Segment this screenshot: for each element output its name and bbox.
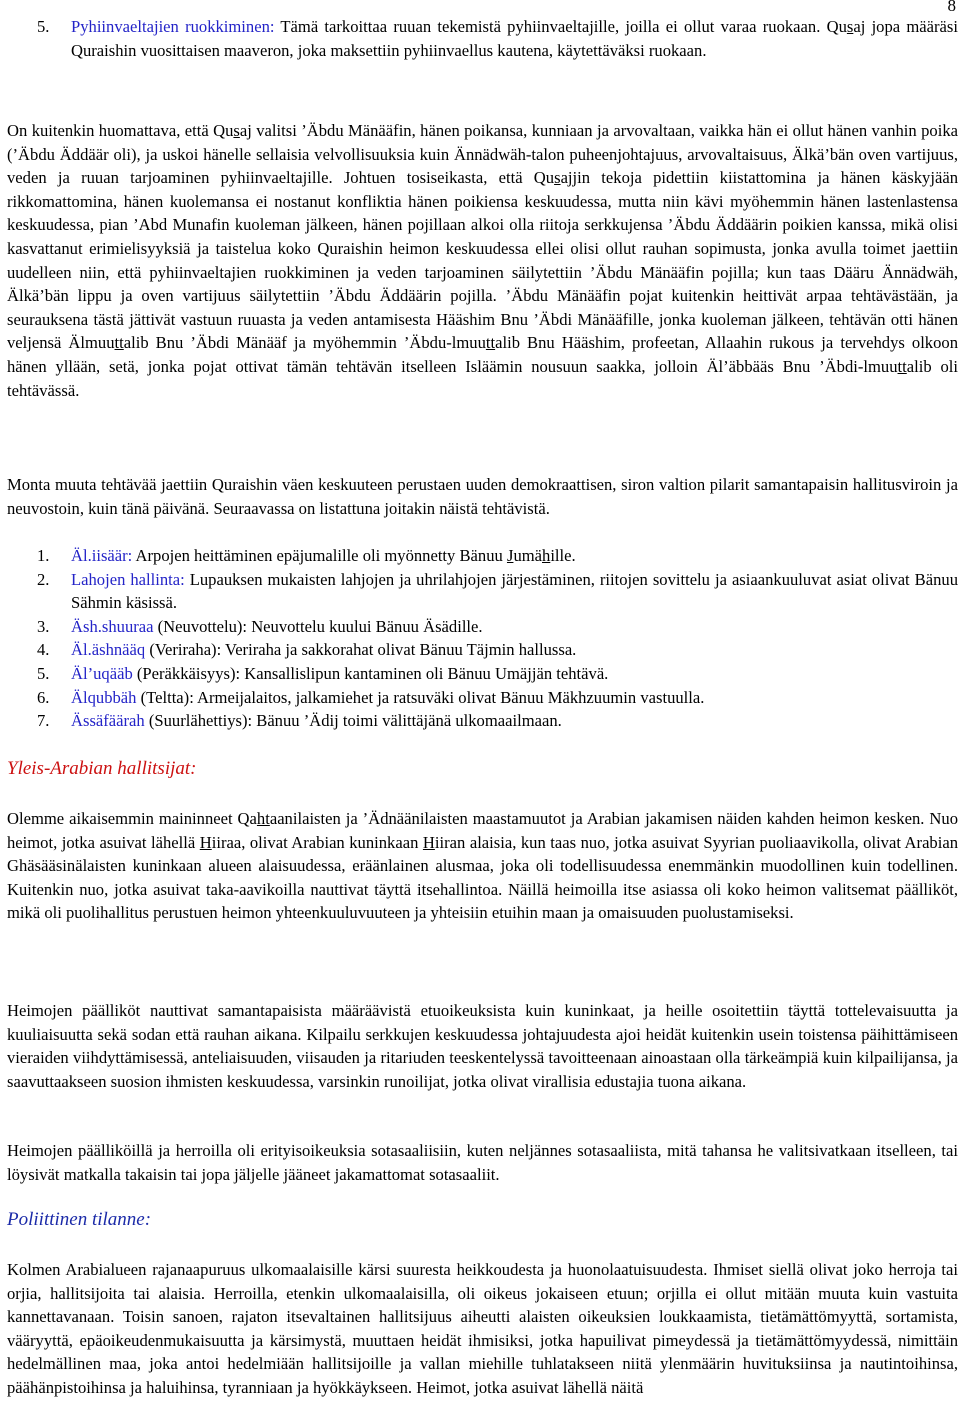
paragraph-political: Kolmen Arabialueen rajanaapuruus ulkomaalaisille kärsi suuresta heikkoudesta ja huonolaatuisuudesta. Ihmiset siellä olivat joko herroja tai orjia, hallitsijoita tai alaisia. Herroilla, etenkin ulkomaalaisilla, oli oikeus jokaiseen etuun; orjilla ei ollut mitään muuta kuin vastuita kannettavanaan. Toisin sanoen, rajaton itsevaltainen hallitsijuus aiheutti alaisten oikeuksien loukkaamista, tietämättömyyttä, sortamista, vääryyttä, epäoikeudenmukaisuutta ja kärsimystä, muuttaen heidät ihmisiksi, jotka hapuilivat pimeydessä ja tietämättömyydessä, nimittäin hedelmällinen maa, joka antoi hedelmiään hallitsijoille ja vallan miehille tuhlatakseen niitä ylenmäärin huvituksiinsa ja nautintoihinsa, päähänpistoihinsa ja haluihinsa, tyranniaan ja hyökkäykseen. Heimot, jotka asuivat lähellä näitä [7, 1260, 958, 1397]
list-text-underlined: s [846, 17, 854, 36]
paragraph-tribes: Olemme aikaisemmin maininneet Qahtaanilaisten ja ’Ädnäänilaisten maastamuutot ja Arabian jakamisen näiden kahden heimon kesken. Nuo heimot, jotka asuivat lähellä Hiiraa, olivat Arabian kuninkaan Hiiran alaisia, kun taas nuo, jotka asuivat Syyrian puoliaavikolla, olivat Arabian Ghäsääsinälaisten kuninkaan alueen alaisuudessa, eräänlainen alusmaa, joka oli todellisuudessa enemmänkin muodollinen kuin todellinen. Kuitenkin nuo, jotka asuivat taka-aavikoilla nauttivat täyttä itsehallintoa. Näillä heimoilla itse asiassa oli koko heimon valitsemat päälliköt, mikä oli puolihallitus perustuen heimon yhteenkuuluvuuteen ja yhteisiin etuihin maan ja omaisuuden puolustamiseksi. [7, 809, 958, 923]
page-number: 8 [947, 0, 956, 15]
section-heading: Yleis-Arabian hallitsijat: [7, 758, 197, 779]
list-item: 7. Ässäfäärah (Suurlähettiys): Bänuu ’Ädij toimi välittäjänä ulkomaailmaan. [37, 711, 562, 731]
duties-list [7, 544, 958, 733]
list-item: 5. Äl’uqääb (Peräkkäisyys): Kansallislipun kantaminen oli Bänuu Umäjjän tehtävä. [37, 663, 609, 683]
list-item: 6. Älqubbäh (Teltta): Armeijalaitos, jalkamiehet ja ratsuväki olivat Bänuu Mäkhzuumin vastuulla. [37, 687, 705, 707]
list-number: 5. [37, 17, 50, 36]
list-item: 3. Äsh.shuuraa (Neuvottelu): Neuvottelu kuului Bänuu Äsädille. [37, 616, 483, 636]
list-item: 1. Äl.iisäär: Arpojen heittäminen epäjumalille oli myönnetty Bänuu Jumähille. [37, 546, 576, 565]
list-item: 2. Lahojen hallinta: Lupauksen mukaisten lahjojen ja uhrilahjojen järjestäminen, riitojen sovittelu ja asiaankuuluvat asiat olivat Bänuu Sähmin käsissä. [37, 569, 958, 613]
section-heading: Poliittinen tilanne: [7, 1209, 152, 1230]
paragraph-spoils: Heimojen päälliköillä ja herroilla oli erityisoikeuksia sotasaaliisiin, kuten neljännes sotasaaliista, mitä tahansa he valitsivatkaan itselleen, tai löysivät matkalla takaisin tai jopa jäljelle jääneet jakamattomat sotasaaliit. [7, 1141, 958, 1184]
paragraph-qusaj: On kuitenkin huomattava, että Qusaj valitsi ’Äbdu Mänääfin, hänen poikansa, kunniaan ja arvovaltaan, vaikka hän ei ollut hänen vanhin poika (’Äbdu Äddäär oli), ja uskoi hänelle sellaisia velvollisuuksia kuin Ännädwäh-talon puheenjohtajuus, arvovaltaisuus, Älkä’bän oven vartijuus, veden ja ruuan tarjoaminen pyhiinvaeltajille. Johtuen tosiseikasta, että Qusajjin tekoja pidettiin kiistattomina ja hänen käskyjään rikkomattomina, hänen kuolemansa ei nostanut konfliktia hänen poikiensa keskuudessa, mutta niin kävi myöhemmin hänen lastenlastensa keskuudessa, pian ’Abd Munafin kuoleman jälkeen, hänen pojillaan alkoi olla riitoja serkkujensa ’Äbdu Äddäärin poikien kanssa, mikä olisi kasvattanut erimielisyyksiä ja taistelua koko Quraishin heimon keskuudessa ellei olisi ollut rauhan sopimusta, jonka avulla toimet jaettiin uudelleen niin, että pyhiinvaeltajien ruokkiminen ja veden tarjoaminen säilytettiin ’Äbdu Mänääfin pojilla; kun taas Dääru Ännädwäh, Älkä’bän lippu ja oven vartijuus säilytettiin ’Äbdu Äddäärin pojilla. ’Äbdu Mänääfin pojat kuitenkin heittivät arpaa tehtävästään, ja seurauksena tästä jättivät vastuun ruuasta ja veden antamisesta Hääshim Bnu ’Äbdi Mänääfille, jonka kuoleman jälkeen, tehtävän otti hänen veljensä Älmuuttalib Bnu ’Äbdi Mänääf ja myöhemmin ’Äbdu-lmuuttalib Bnu Hääshim, profeetan, Allaahin rukous ja tervehdys olkoon hänen yllään, setä, jonka pojat ottivat tämän tehtävän itselleen Isläämin nousuun saakka, jolloin Äl’äbbääs Bnu ’Äbdi-lmuuttalib oli tehtävässä. [7, 121, 958, 400]
list-term: Pyhiinvaeltajien ruokkiminen: [71, 17, 275, 36]
list-text: Tämä tarkoittaa ruuan tekemistä pyhiinvaeltajille, joilla ei ollut varaa ruokaan. Qu [274, 17, 847, 36]
list-text: aj jopa määräsi Quraishin vuosittaisen maaveron, joka maksettiin pyhiinvaellus kautena, käytettäväksi ruokaan. [71, 17, 958, 60]
intro-list-item [7, 15, 958, 62]
paragraph-duties-intro: Monta muuta tehtävää jaettiin Quraishin väen keskuuteen perustaen uuden demokraattisen, siron valtion pilarit samantapaisin hallitusviroin ja neuvostoin, kuin tänä päivänä. Seuraavassa on listattuna joitakin näistä tehtävistä. [7, 475, 958, 518]
list-item: 4. Äl.äshnääq (Veriraha): Veriraha ja sakkorahat olivat Bänuu Täjmin hallussa. [37, 640, 577, 660]
paragraph-chiefs: Heimojen päälliköt nauttivat samantapaisista määräävistä etuoikeuksista kuin kuninkaat, ja heille osoitettiin täyttä tottelevaisuutta ja kuuliaisuutta sekä sodan että rauhan aikana. Kilpailu serkkujen keskuudessa johtajuudesta ajoi heidät kuitenkin usein toistensa päihittämiseen vieraiden viihdyttämisessä, anteliaisuuden, viisauden ja ritariuden teeskentelyssä tavoitteenaan ainoastaan olla tärkeämpiä kuin kilpailijansa, ja saavuttaakseen suosion ihmisten keskuudessa, varsinkin runoilijat, jotka olivat virallisia edustajia tuona aikana. [7, 1001, 958, 1091]
